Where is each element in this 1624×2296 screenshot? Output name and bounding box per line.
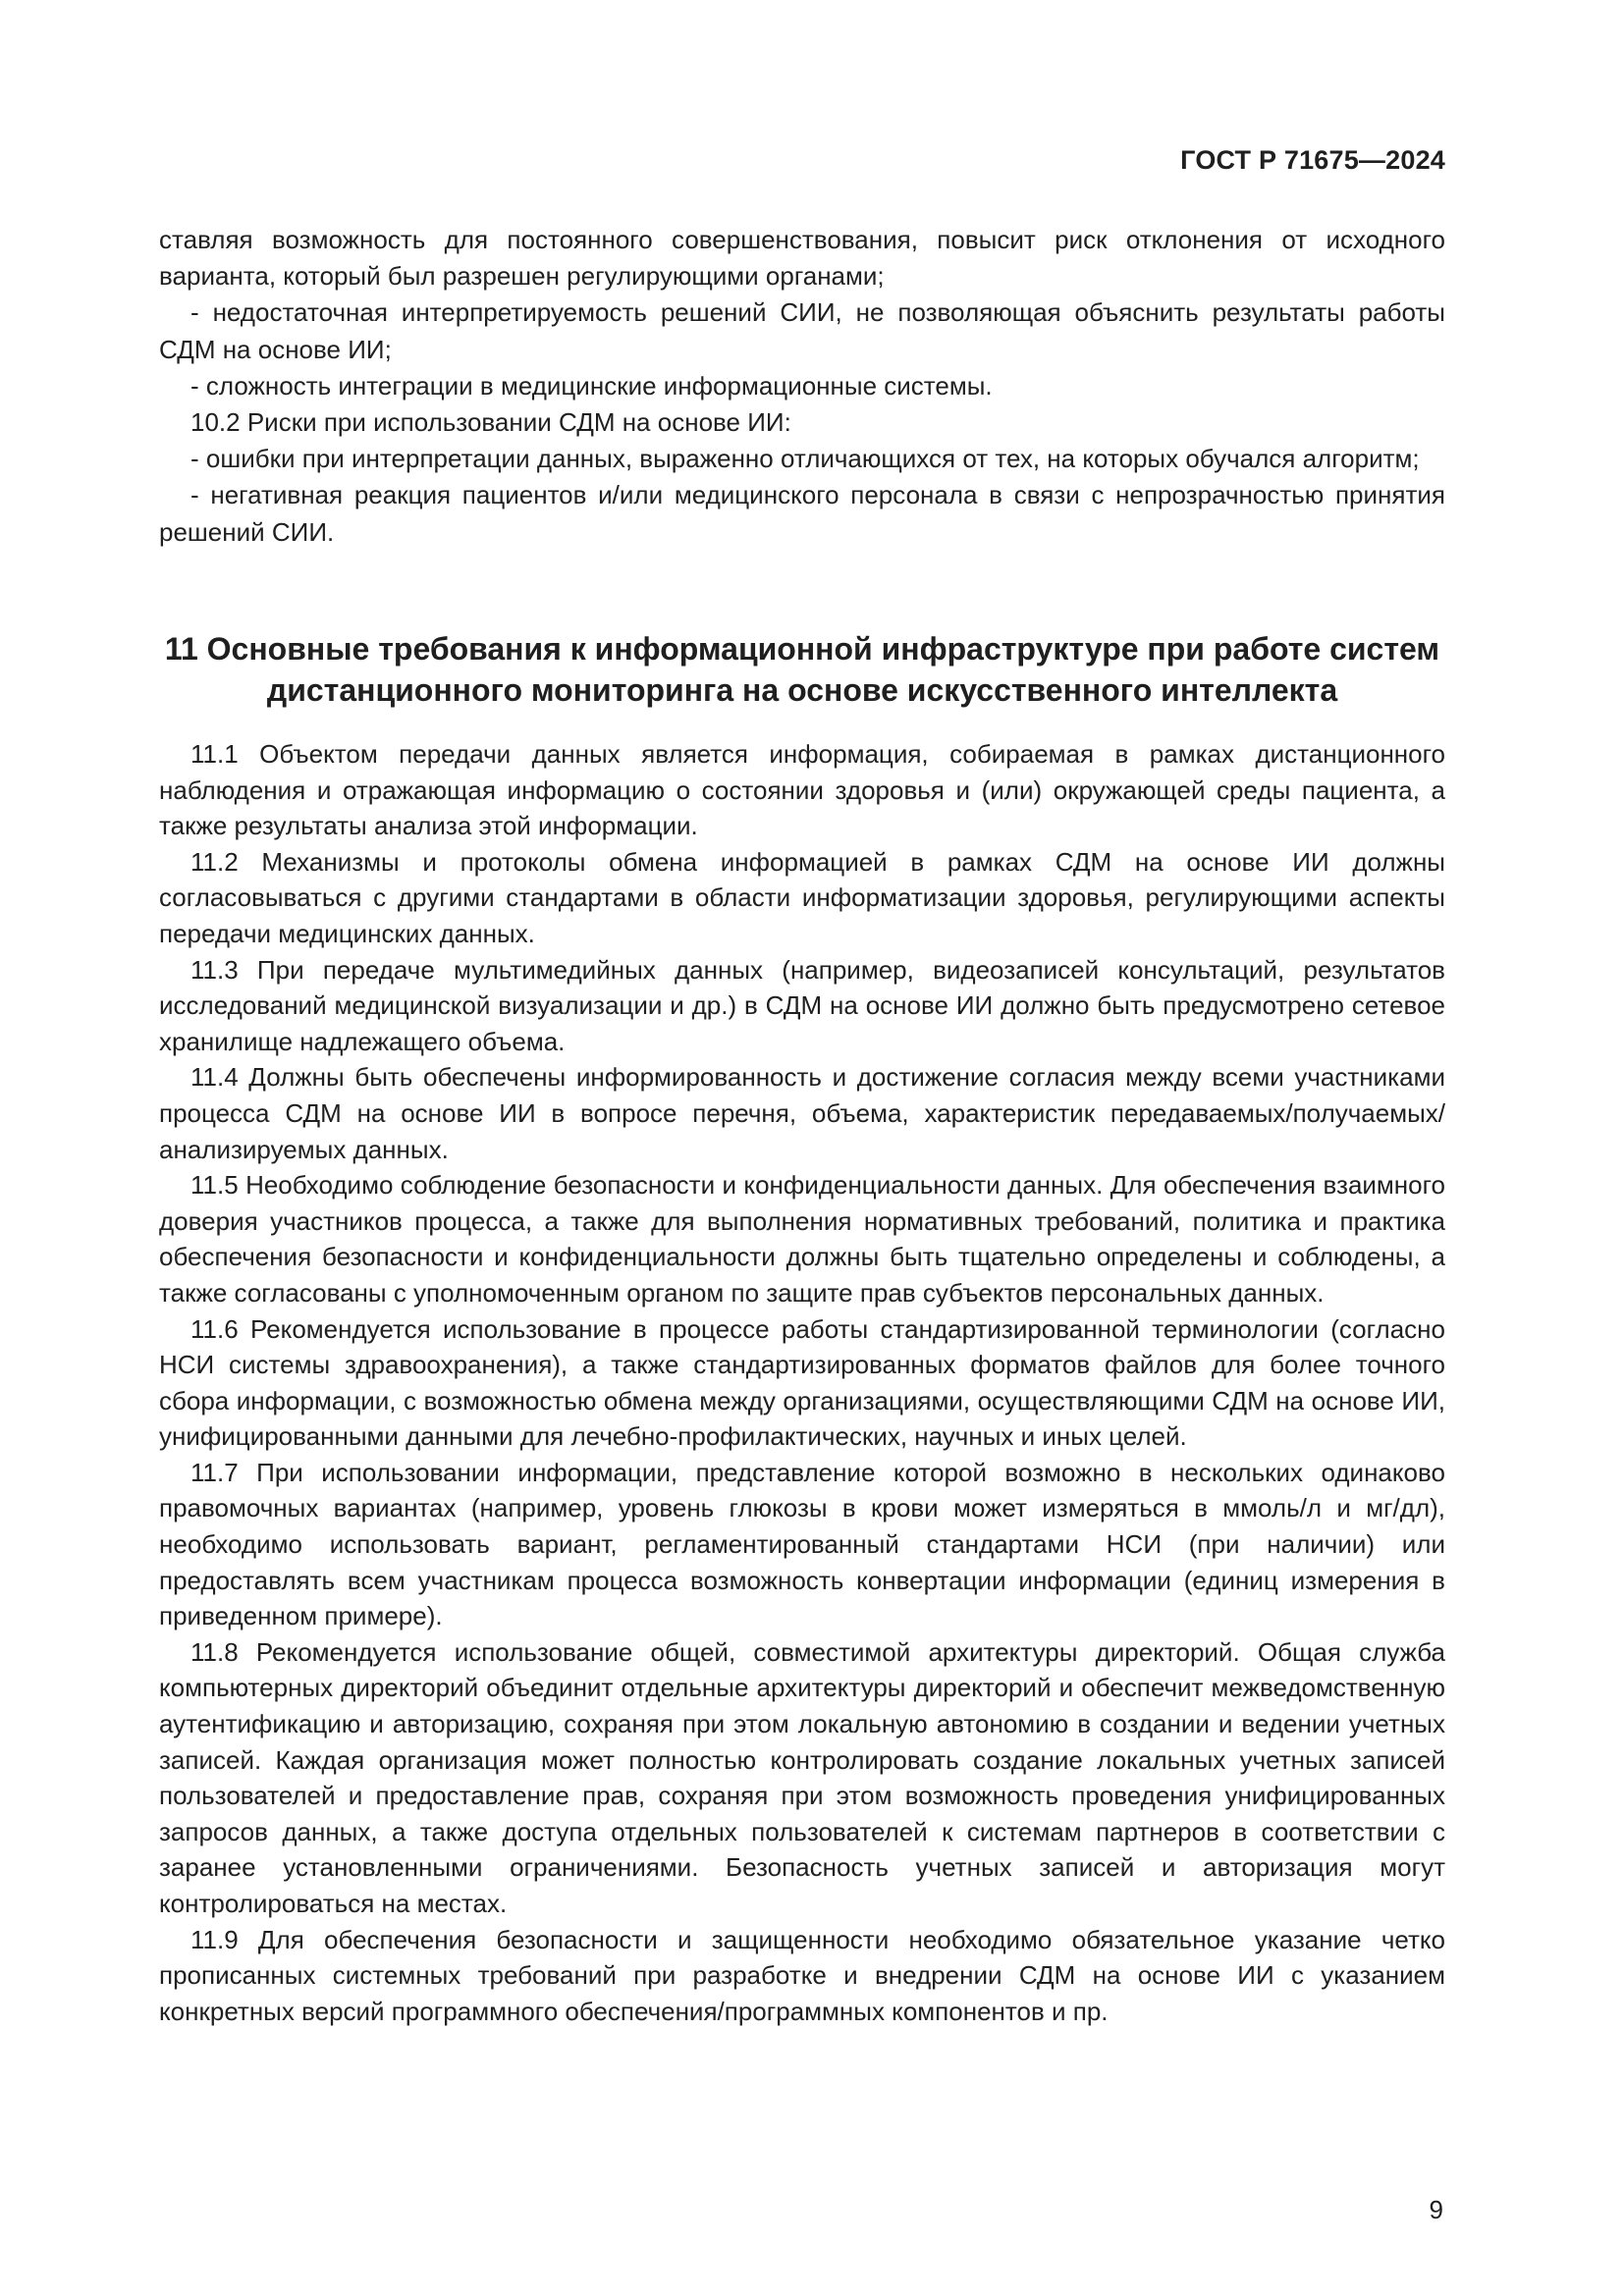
list-item-data-errors: - ошибки при интерпретации данных, выраженно отличающихся от тех, на которых обучался алгоритм; (190, 444, 1420, 474)
clause-11-9: 11.9 Для обеспечения безопасности и защищенности необходимо обязательное указание четко прописанных системных требований при разработке и внедрении СДМ на основе ИИ с указанием конкретных версий программного обеспечения/программных компонентов и пр. (159, 1924, 1445, 2026)
clause-11-1: 11.1 Объектом передачи данных является информация, собираемая в рамках дистанционного наблюдения и отражающая информацию о состоянии здоровья и (или) окружающей среды пациента, а также результаты анализа этой информации. (159, 739, 1445, 841)
paragraph-continuation: ставляя возможность для постоянного совершенствования, повысит риск отклонения от исходного варианта, который был разрешен регулирующими органами; (159, 225, 1445, 292)
section-11-heading: 11 Основные требования к информационной инфраструктуре при работе систем дистанционного мониторинга на основе искусственного интеллекта (164, 631, 1440, 708)
clause-11-8: 11.8 Рекомендуется использование общей, совместимой архитектуры директорий. Общая служба компьютерных директорий объединит отдельные архитектуры директорий и обеспечит межведомственную аутентификацию и авторизацию, сохраняя при этом локальную автономию в создании и ведении учетных записей. Каждая организация может полностью контролировать создание локальных учетных записей пользователей и предоставление прав, сохраняя при этом возможность проведения унифицированных запросов данных, а также доступа отдельных пользователей к системам партнеров в соответствии с заранее установленными ограничениями. Безопасность учетных записей и авторизация могут контролироваться на местах. (159, 1636, 1445, 1918)
clause-11-5: 11.5 Необходимо соблюдение безопасности и конфиденциальности данных. Для обеспечения взаимного доверия участников процесса, а также для выполнения нормативных требований, политика и практика обеспечения безопасности и конфиденциальности должны быть тщательно определены и соблюдены, а также согласованы с уполномоченным органом по защите прав субъектов персональных данных. (159, 1170, 1445, 1308)
clause-10-2: 10.2 Риски при использовании СДМ на основе ИИ: (190, 407, 791, 438)
clause-11-4: 11.4 Должны быть обеспечены информированность и достижение согласия между всеми участниками процесса СДМ на основе ИИ в вопросе перечня, объема, характеристик передаваемых/получаемых/анализируемых данных. (159, 1062, 1445, 1164)
list-item-integration: - сложность интеграции в медицинские информационные системы. (190, 370, 993, 400)
intro-text-block (159, 222, 1445, 551)
clause-11-7: 11.7 При использовании информации, представление которой возможно в нескольких одинаково правомочных вариантах (например, уровень глюкозы в крови может измеряться в ммоль/л и мг/дл), необходимо использовать вариант, регламентированный стандартами НСИ (при наличии) или предоставлять всем участникам процесса возможность конвертации информации (единиц измерения в приведенном примере). (159, 1457, 1445, 1631)
clause-11-2: 11.2 Механизмы и протоколы обмена информацией в рамках СДМ на основе ИИ должны согласовываться с другими стандартами в области информатизации здоровья, регулирующими аспекты передачи медицинских данных. (159, 846, 1445, 948)
section-11-body (159, 736, 1445, 2029)
list-item-interpretability: - недостаточная интерпретируемость решений СИИ, не позволяющая объяснить результаты работы СДМ на основе ИИ; (159, 297, 1445, 364)
document-number-header: ГОСТ Р 71675—2024 (1180, 145, 1445, 175)
clause-11-6: 11.6 Рекомендуется использование в процессе работы стандартизированной терминологии (согласно НСИ системы здравоохранения), а также стандартизированных форматов файлов для более точного сбора информации, с возможностью обмена между организациями, осуществляющими СДМ на основе ИИ, унифицированными данными для лечебно-профилактических, научных и иных целей. (159, 1313, 1445, 1452)
list-item-negative-reaction: - негативная реакция пациентов и/или медицинского персонала в связи с непрозрачностью принятия решений СИИ. (159, 480, 1445, 547)
clause-11-3: 11.3 При передаче мультимедийных данных (например, видеозаписей консультаций, результатов исследований медицинской визуализации и др.) в СДМ на основе ИИ должно быть предусмотрено сетевое хранилище надлежащего объема. (159, 954, 1445, 1056)
page-number: 9 (1429, 2195, 1443, 2224)
